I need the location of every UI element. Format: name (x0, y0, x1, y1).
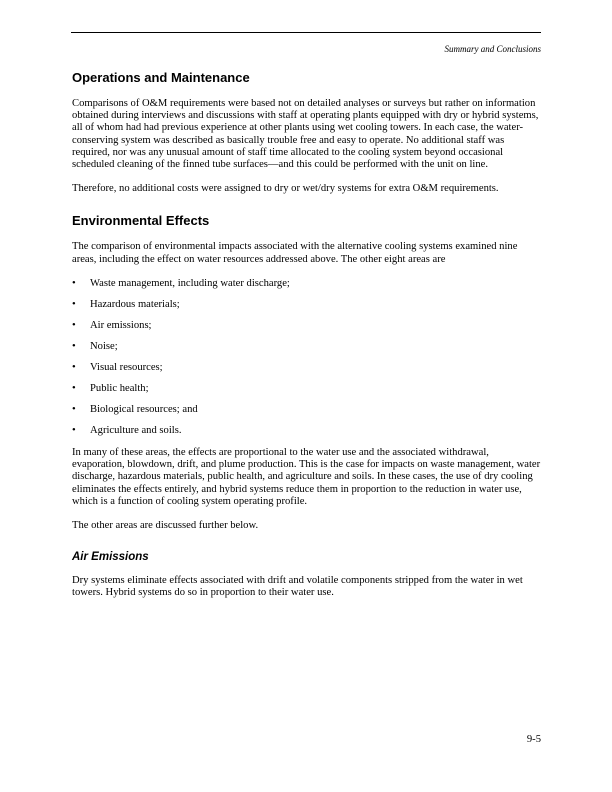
list-item: • Agriculture and soils. (72, 424, 182, 436)
list-item: • Public health; (72, 382, 149, 394)
list-item: • Waste management, including water discharge; (72, 277, 290, 289)
list-item: • Air emissions; (72, 319, 152, 331)
list-item: • Visual resources; (72, 361, 163, 373)
heading-operations-maintenance: Operations and Maintenance (72, 70, 250, 85)
bullet-icon: • (72, 403, 76, 415)
paragraph-om-1: Comparisons of O&M requirements were based not on detailed analyses or surveys but rather on information obtained during interviews and discussions with staff at operating plants equipped with dry or hybrid systems, all of whom had had previous experience at other plants using wet cooling towers. In each case, the water-conserving system was described as basically trouble free and easy to operate. No additional staff was required, nor was any unusual amount of staff time allocated to the cooling system beyond occasional scheduled cleaning of the finned tube surfaces—and this could be performed with the unit on line. (72, 98, 539, 171)
page-content (72, 70, 542, 612)
bullet-icon: • (72, 277, 76, 289)
header-rule (71, 32, 541, 33)
bullet-icon: • (72, 382, 76, 394)
environmental-areas-list (72, 278, 542, 437)
bullet-icon: • (72, 340, 76, 352)
list-item: • Noise; (72, 340, 118, 352)
paragraph-env-1: The comparison of environmental impacts associated with the alternative cooling systems examined nine areas, including the effect on water resources addressed above. The other eight areas are (72, 241, 518, 265)
bullet-icon: • (72, 298, 76, 310)
paragraph-env-2: In many of these areas, the effects are proportional to the water use and the associated withdrawal, evaporation, blowdown, drift, and plume production. This is the case for impacts on waste management, water discharge, hazardous materials, public health, and agriculture and soils. In these cases, the use of dry cooling eliminates the effects entirely, and hybrid systems reduce them in proportion to the reduction in water use, which is a function of cooling system operating profile. (72, 447, 541, 507)
heading-environmental-effects: Environmental Effects (72, 213, 210, 229)
heading-air-emissions: Air Emissions (72, 551, 149, 564)
page-number: 9-5 (526, 734, 541, 745)
paragraph-air-1: Dry systems eliminate effects associated with drift and volatile components stripped from the water in wet towers. Hybrid systems do so in proportion to their water use. (72, 575, 523, 599)
list-item: • Biological resources; and (72, 403, 198, 415)
paragraph-om-2: Therefore, no additional costs were assigned to dry or wet/dry systems for extra O&M requirements. (72, 183, 499, 195)
paragraph-env-3: The other areas are discussed further below. (72, 520, 259, 532)
list-item: • Hazardous materials; (72, 298, 180, 310)
bullet-icon: • (72, 424, 76, 436)
running-head: Summary and Conclusions (444, 44, 541, 54)
bullet-icon: • (72, 361, 76, 373)
bullet-icon: • (72, 319, 76, 331)
